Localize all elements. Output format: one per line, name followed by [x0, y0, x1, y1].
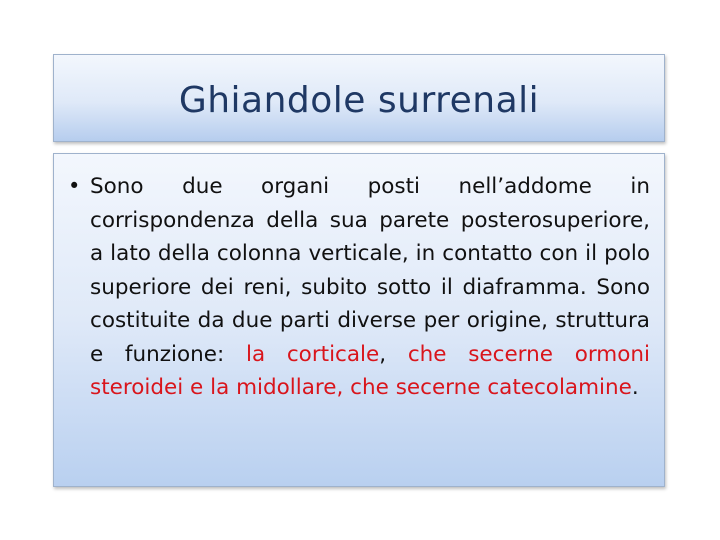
bullet-text-black: Sono due organi posti nell’addome in corrispondenza della sua parete posterosuperiore, a lato della colonna verticale, in contatto con il polo superiore dei reni, subito sotto il diaframma. Sono costituite da due parti diverse per origine, struttura e funzione:	[90, 174, 650, 367]
title-box	[53, 54, 665, 142]
bullet-text-separator: ,	[379, 341, 408, 367]
bullet-text-red-description: che secerne ormoni steroidei e la midollare, che secerne catecolamine	[90, 341, 651, 400]
slide-title: Ghiandole surrenali	[178, 79, 540, 121]
content-box	[53, 153, 665, 487]
bullet-text-end: .	[631, 375, 639, 400]
bullet-item	[68, 170, 650, 405]
bullet-icon: •	[68, 174, 81, 198]
bullet-text-red-corticale: la corticale	[245, 341, 380, 367]
